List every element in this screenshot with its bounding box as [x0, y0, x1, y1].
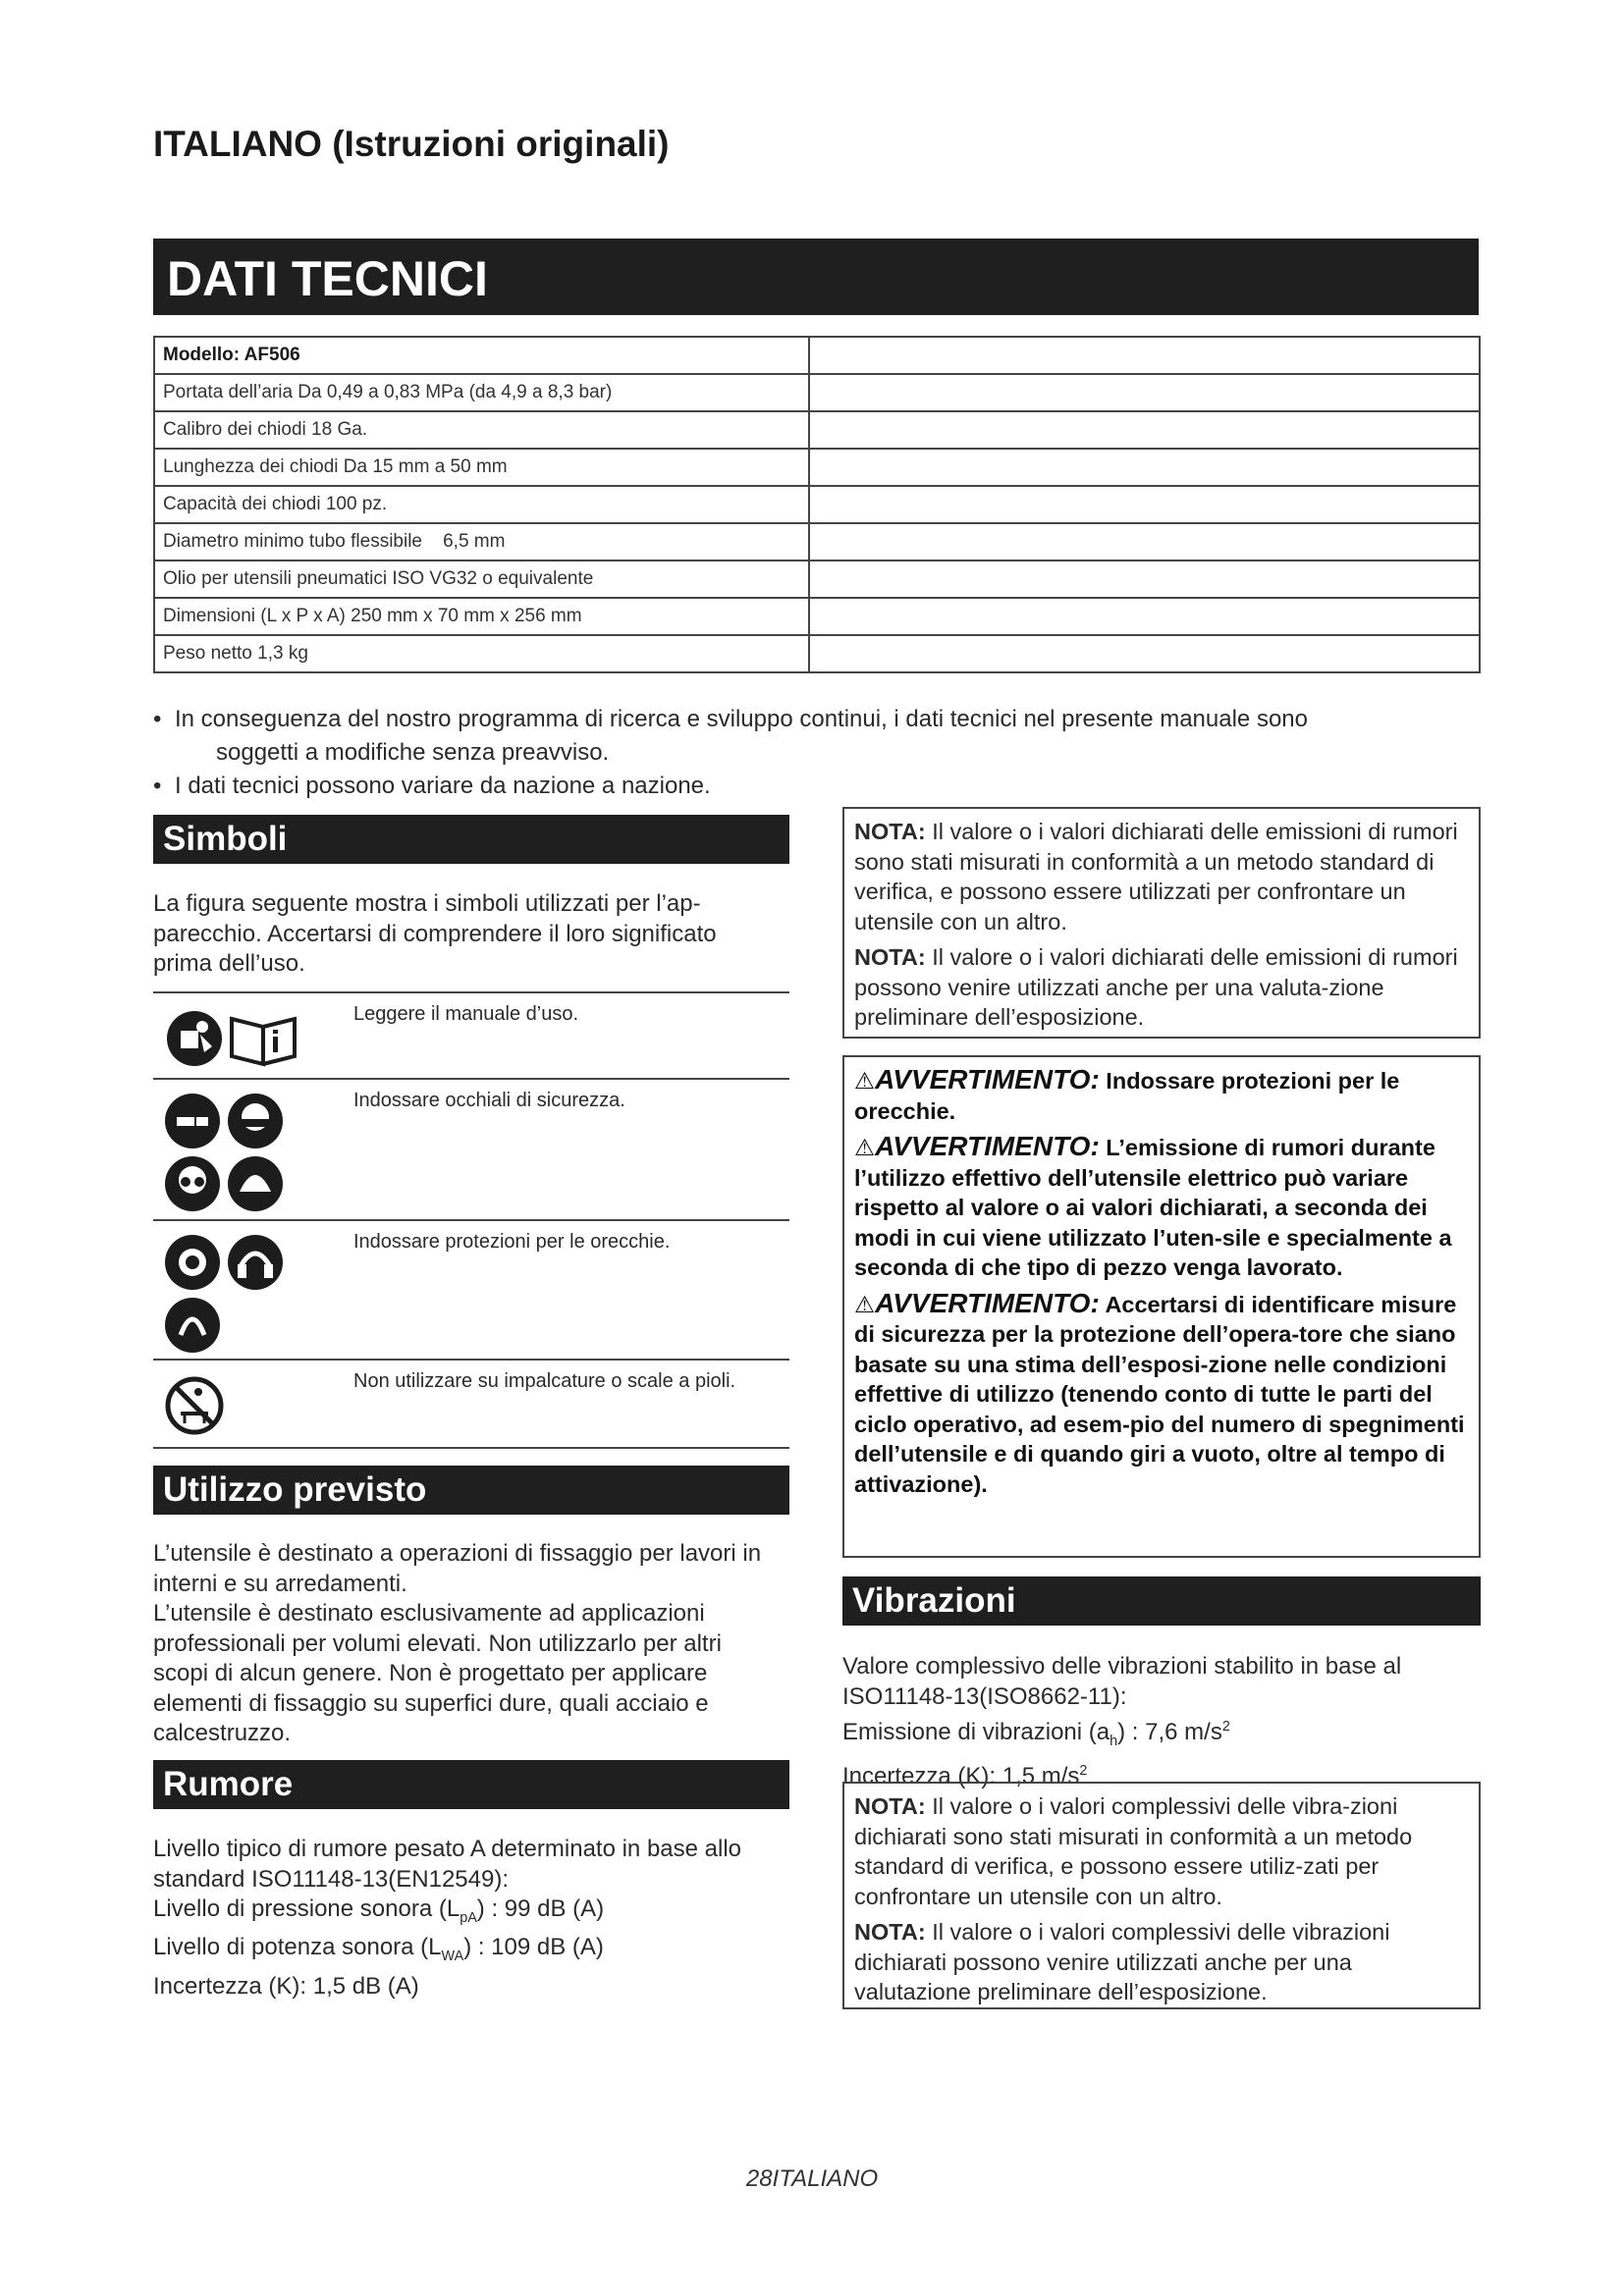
note-box-noise: [842, 807, 1481, 1039]
note-paragraph: [854, 942, 1469, 1033]
spec-cell: Lunghezza dei chiodi Da 15 mm a 50 mm: [154, 449, 809, 486]
spec-cell: Diametro minimo tubo flessibile 6,5 mm: [154, 523, 809, 561]
warning-triangle-icon: ⚠: [854, 1068, 876, 1094]
sound-pressure-label: Livello di pressione sonora (L: [153, 1896, 460, 1922]
specifications-table: [153, 336, 1481, 673]
table-row: [154, 561, 1480, 598]
table-row: [154, 374, 1480, 411]
symbol-row: [153, 991, 789, 1080]
note-text: Il valore o i valori complessivi delle vibrazioni dichiarati possono venire utilizzati anche per una valutazione preliminare dell’esposizione.: [854, 1919, 1390, 2004]
ear-protection-icon: [161, 1231, 289, 1363]
symbol-row: [153, 1078, 789, 1221]
warning-triangle-icon: ⚠: [854, 1135, 876, 1160]
section-header-vibrazioni: Vibrazioni: [842, 1576, 1481, 1626]
spec-empty-cell: [809, 486, 1480, 523]
sound-power-label: Livello di potenza sonora (L: [153, 1934, 442, 1961]
vibrazioni-intro: Valore complessivo delle vibrazioni stabilito in base al ISO11148-13(ISO8662-11):: [842, 1653, 1402, 1710]
page-title: ITALIANO (Istruzioni originali): [153, 124, 670, 164]
read-manual-icon: [161, 1003, 308, 1077]
spec-cell: Olio per utensili pneumatici ISO VG32 o equivalente: [154, 561, 809, 598]
spec-cell: Portata dell’aria Da 0,49 a 0,83 MPa (da 4,9 a 8,3 bar): [154, 374, 809, 411]
warning-text: L’emissione di rumori durante l’utilizzo effettivo dell’utensile elettrico può variare rispetto al valore o ai valori dichiarati, a seconda dei modi in cui viene utilizzato l’uten-sile e specialmente a seconda di che tipo di pezzo venga lavorato.: [854, 1135, 1452, 1280]
symbol-description: Leggere il manuale d’uso.: [353, 1003, 579, 1025]
note-paragraph: [854, 817, 1469, 936]
rumore-text: [153, 1835, 782, 2002]
rumore-intro: Livello tipico di rumore pesato A determinato in base allo standard ISO11148-13(EN12549):: [153, 1836, 742, 1893]
note-label: NOTA:: [854, 819, 926, 844]
warning-label: AVVERTIMENTO:: [875, 1287, 1100, 1318]
note-paragraph: [854, 1791, 1469, 1911]
table-row: [154, 337, 1480, 374]
note-paragraph: [854, 1917, 1469, 2007]
warning-text: Accertarsi di identificare misure di sicurezza per la protezione dell’opera-tore che siano basate su una stima dell’esposi-zione nelle condizioni effettive di utilizzo (tenendo conto di tutte le parti del ciclo operativo, ad esem-pio del numero di spegnimenti dell’utensile e di quando giri a vuoto, oltre al tempo di attivazione).: [854, 1291, 1465, 1497]
noise-uncertainty: Incertezza (K): 1,5 dB (A): [153, 1972, 419, 2000]
spec-empty-cell: [809, 561, 1480, 598]
spec-empty-cell: [809, 523, 1480, 561]
vibration-emission-label: Emissione di vibrazioni (a: [842, 1719, 1110, 1745]
spec-cell: Dimensioni (L x P x A) 250 mm x 70 mm x 256 mm: [154, 598, 809, 635]
utilizzo-paragraph-2: L’utensile è destinato esclusivamente ad applicazioni professionali per volumi elevati. Non utilizzarlo per altri scopi di alcun genere. Non è progettato per applicare elementi di fissaggio su superfici dure, quali acciaio e calcestruzzo.: [153, 1600, 722, 1746]
warning-paragraph: [854, 1065, 1469, 1126]
table-row: [154, 598, 1480, 635]
symbol-description: Non utilizzare su impalcature o scale a pioli.: [353, 1370, 736, 1392]
table-row: [154, 411, 1480, 449]
sound-pressure-level: [153, 1895, 782, 1933]
warning-paragraph: [854, 1132, 1469, 1283]
vibration-uncertainty-label: Incertezza (K): 1,5 m/s: [842, 1763, 1080, 1790]
section-header-rumore: Rumore: [153, 1760, 789, 1809]
note-text: Il valore o i valori dichiarati delle emissioni di rumori sono stati misurati in conformità a un metodo standard di verifica, e possono essere utilizzati per confrontare un utensile con un altro.: [854, 819, 1458, 934]
simboli-intro: La figura seguente mostra i simboli utilizzati per l’ap-parecchio. Accertarsi di comprendere il loro significato prima dell’uso.: [153, 890, 717, 977]
warning-paragraph: [854, 1289, 1469, 1500]
list-item: [153, 703, 1459, 770]
sound-pressure-value: ) : 99 dB (A): [476, 1896, 605, 1922]
symbol-description: Indossare protezioni per le orecchie.: [353, 1231, 671, 1253]
symbol-row: [153, 1359, 789, 1449]
spec-empty-cell: [809, 337, 1480, 374]
vibration-emission: [842, 1712, 1471, 1756]
no-scaffolding-icon: [161, 1370, 230, 1444]
warning-label: AVVERTIMENTO:: [875, 1131, 1100, 1161]
spec-cell: Peso netto 1,3 kg: [154, 635, 809, 672]
table-row: [154, 449, 1480, 486]
note-text: I dati tecnici possono variare da nazione a nazione.: [175, 773, 711, 799]
warning-triangle-icon: ⚠: [854, 1291, 876, 1317]
page-footer: 28ITALIANO: [745, 2165, 879, 2192]
sound-power-value: ) : 109 dB (A): [463, 1934, 604, 1961]
sound-pressure-subscript: pA: [460, 1909, 477, 1926]
note-text: In conseguenza del nostro programma di ricerca e sviluppo continui, i dati tecnici nel presente manuale sono: [175, 706, 1308, 732]
vibration-emission-value: ) : 7,6 m/s: [1117, 1719, 1222, 1745]
vibration-unit-exponent: 2: [1221, 1719, 1230, 1735]
safety-glasses-icon: [161, 1090, 289, 1222]
warning-box: [842, 1055, 1481, 1558]
table-row: [154, 635, 1480, 672]
symbol-row: [153, 1219, 789, 1361]
spec-cell: Modello: AF506: [154, 337, 809, 374]
section-header-dati-tecnici: DATI TECNICI: [153, 239, 1479, 315]
sound-power-level: [153, 1933, 782, 1971]
note-text-continued: soggetti a modifiche senza preavviso.: [216, 739, 610, 766]
table-row: [154, 486, 1480, 523]
note-text: Il valore o i valori complessivi delle vibra-zioni dichiarati sono stati misurati in conformità a un metodo standard di verifica, e possono essere utiliz-zati per confrontare un utensile con un altro.: [854, 1793, 1413, 1909]
symbol-description: Indossare occhiali di sicurezza.: [353, 1090, 625, 1111]
section-header-simboli: Simboli: [153, 815, 789, 864]
note-label: NOTA:: [854, 1919, 926, 1945]
spec-cell: Capacità dei chiodi 100 pz.: [154, 486, 809, 523]
vibration-unit-exponent: 2: [1079, 1763, 1088, 1780]
note-label: NOTA:: [854, 944, 926, 970]
list-item: [153, 770, 1459, 803]
section-header-utilizzo-previsto: Utilizzo previsto: [153, 1466, 789, 1515]
utilizzo-paragraph-1: L’utensile è destinato a operazioni di fissaggio per lavori in interni e su arredamenti.: [153, 1540, 762, 1597]
vibrazioni-text: [842, 1652, 1471, 1792]
note-text: Il valore o i valori dichiarati delle emissioni di rumori possono venire utilizzati anche per una valuta-zione preliminare dell’esposizione.: [854, 944, 1458, 1030]
warning-label: AVVERTIMENTO:: [875, 1064, 1100, 1095]
spec-cell: Calibro dei chiodi 18 Ga.: [154, 411, 809, 449]
spec-empty-cell: [809, 635, 1480, 672]
spec-empty-cell: [809, 598, 1480, 635]
spec-empty-cell: [809, 449, 1480, 486]
vibration-subscript: h: [1110, 1733, 1118, 1749]
table-row: [154, 523, 1480, 561]
spec-empty-cell: [809, 411, 1480, 449]
sound-power-subscript: WA: [441, 1949, 464, 1965]
note-label: NOTA:: [854, 1793, 926, 1819]
spec-notes: [153, 703, 1459, 803]
spec-empty-cell: [809, 374, 1480, 411]
note-box-vibration: [842, 1782, 1481, 2009]
warning-text: Indossare protezioni per le orecchie.: [854, 1068, 1400, 1124]
